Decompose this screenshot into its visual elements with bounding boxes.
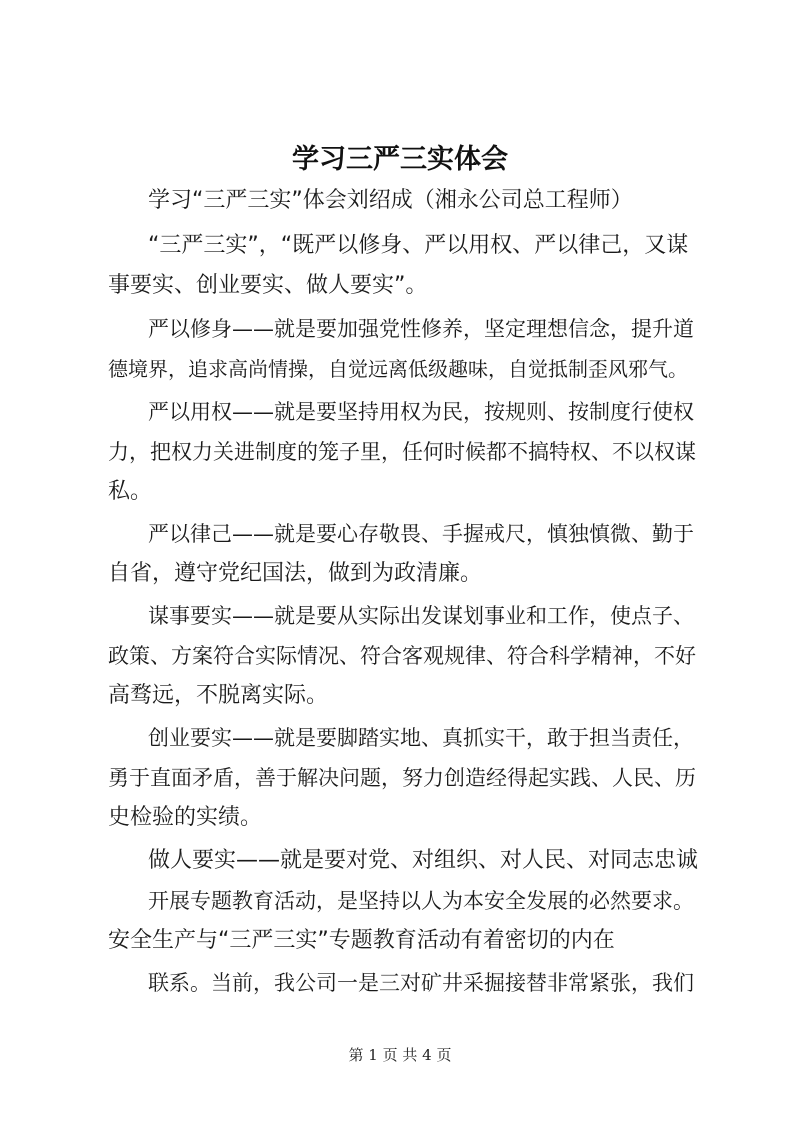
paragraph-line: 做人要实——就是要对党、对组织、对人民、对同志忠诚: [148, 848, 699, 873]
paragraph-line: 严以律己——就是要心存敬畏、手握戒尺，慎独慎微、勤于: [148, 522, 694, 546]
paragraph-line: 事要实、创业要实、做人要实”。: [108, 273, 428, 298]
page-number-footer: 第 1 页 共 4 页: [348, 1046, 452, 1064]
paragraph-line: 力，把权力关进制度的笼子里，任何时候都不搞特权、不以权谋: [108, 440, 696, 464]
paragraph-line: 勇于直面矛盾，善于解决问题，努力创造经得起实践、人民、历: [108, 766, 696, 790]
paragraph-line: 高骛远，不脱离实际。: [108, 683, 329, 708]
paragraph-line: 安全生产与“三严三实”专题教育活动有着密切的内在: [108, 928, 615, 953]
paragraph-line: 私。: [108, 479, 153, 504]
paragraph-line: 自省，遵守党纪国法，做到为政清廉。: [108, 561, 483, 586]
paragraph-line: 学习“三严三实”体会刘绍成（湘永公司总工程师）: [148, 188, 633, 213]
paragraph-line: 开展专题教育活动，是坚持以人为本安全发展的必然要求。: [148, 889, 694, 913]
paragraph-line: 谋事要实——就是要从实际出发谋划事业和工作，使点子、: [148, 604, 694, 628]
document-title: 学习三严三实体会: [292, 144, 508, 175]
paragraph-line: 德境界，追求高尚情操，自觉远离低级趣味，自觉抵制歪风邪气。: [108, 357, 688, 381]
paragraph-line: 严以用权——就是要坚持用权为民，按规则、按制度行使权: [148, 400, 694, 424]
paragraph-line: 严以修身——就是要加强党性修养，坚定理想信念，提升道: [148, 317, 694, 341]
paragraph-line: “三严三实”，“既严以修身、严以用权、严以律己，又谋: [148, 233, 689, 258]
paragraph-line: 创业要实——就是要脚踏实地、真抓实干，敢于担当责任，: [148, 726, 694, 750]
paragraph-line: 联系。当前，我公司一是三对矿井采掘接替非常紧张，我们: [148, 971, 694, 995]
paragraph-line: 史检验的实绩。: [108, 805, 263, 830]
paragraph-line: 政策、方案符合实际情况、符合客观规律、符合科学精神，不好: [108, 644, 696, 668]
